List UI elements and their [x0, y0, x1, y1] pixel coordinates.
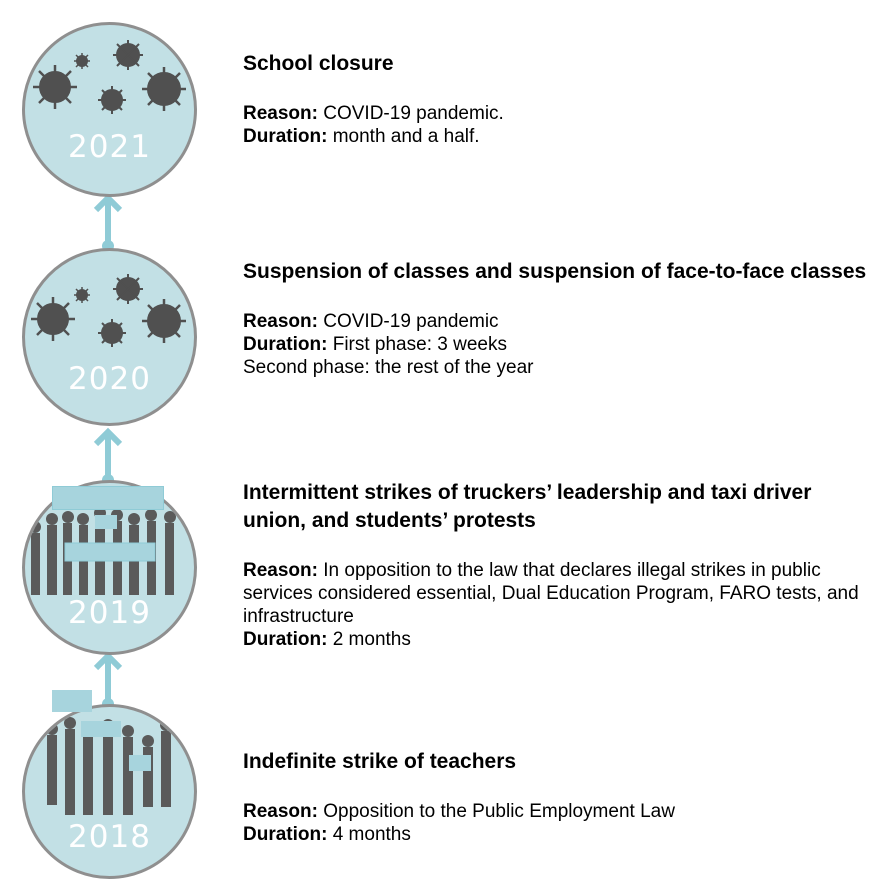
- virus-icon: [25, 25, 197, 197]
- virus-icon: [25, 251, 197, 426]
- timeline-connector-2019-2020: [90, 424, 126, 486]
- event-reason: Reason: COVID-19 pandemic.: [243, 103, 504, 124]
- year-circle-2020: [22, 248, 197, 426]
- event-2021: [243, 50, 868, 148]
- timeline-connector-2018-2019: [90, 648, 126, 710]
- event-2020: [243, 258, 868, 379]
- event-title: Intermittent strikes of truckers’ leadership and taxi driver union, and students’ protests: [243, 481, 812, 532]
- event-title: Indefinite strike of teachers: [243, 750, 517, 773]
- event-duration: Duration: First phase: 3 weeks: [243, 334, 507, 355]
- event-title: School closure: [243, 52, 394, 75]
- event-duration: Duration: month and a half.: [243, 126, 480, 147]
- event-reason: Reason: Opposition to the Public Employment Law: [243, 801, 675, 822]
- timeline-connector-2020-2021: [90, 190, 126, 252]
- event-title: Suspension of classes and suspension of face-to-face classes: [243, 260, 867, 283]
- year-circle-2018: [22, 704, 197, 879]
- event-2019: [243, 479, 868, 651]
- event-reason: Reason: In opposition to the law that declares illegal strikes in public services considered essential, Dual Education Program, FARO tests, and infrastructure: [243, 560, 859, 627]
- year-label: 2018: [68, 819, 151, 855]
- event-duration-extra: Second phase: the rest of the year: [243, 357, 534, 378]
- year-circle-2021: [22, 22, 197, 197]
- protest-sign: [52, 690, 92, 712]
- year-label: 2019: [68, 595, 151, 631]
- year-label: 2020: [68, 361, 151, 397]
- event-reason: Reason: COVID-19 pandemic: [243, 311, 499, 332]
- year-label: 2021: [68, 129, 151, 165]
- event-duration: Duration: 2 months: [243, 629, 411, 650]
- protest-sign: [52, 486, 164, 510]
- event-2018: [243, 748, 868, 846]
- event-duration: Duration: 4 months: [243, 824, 411, 845]
